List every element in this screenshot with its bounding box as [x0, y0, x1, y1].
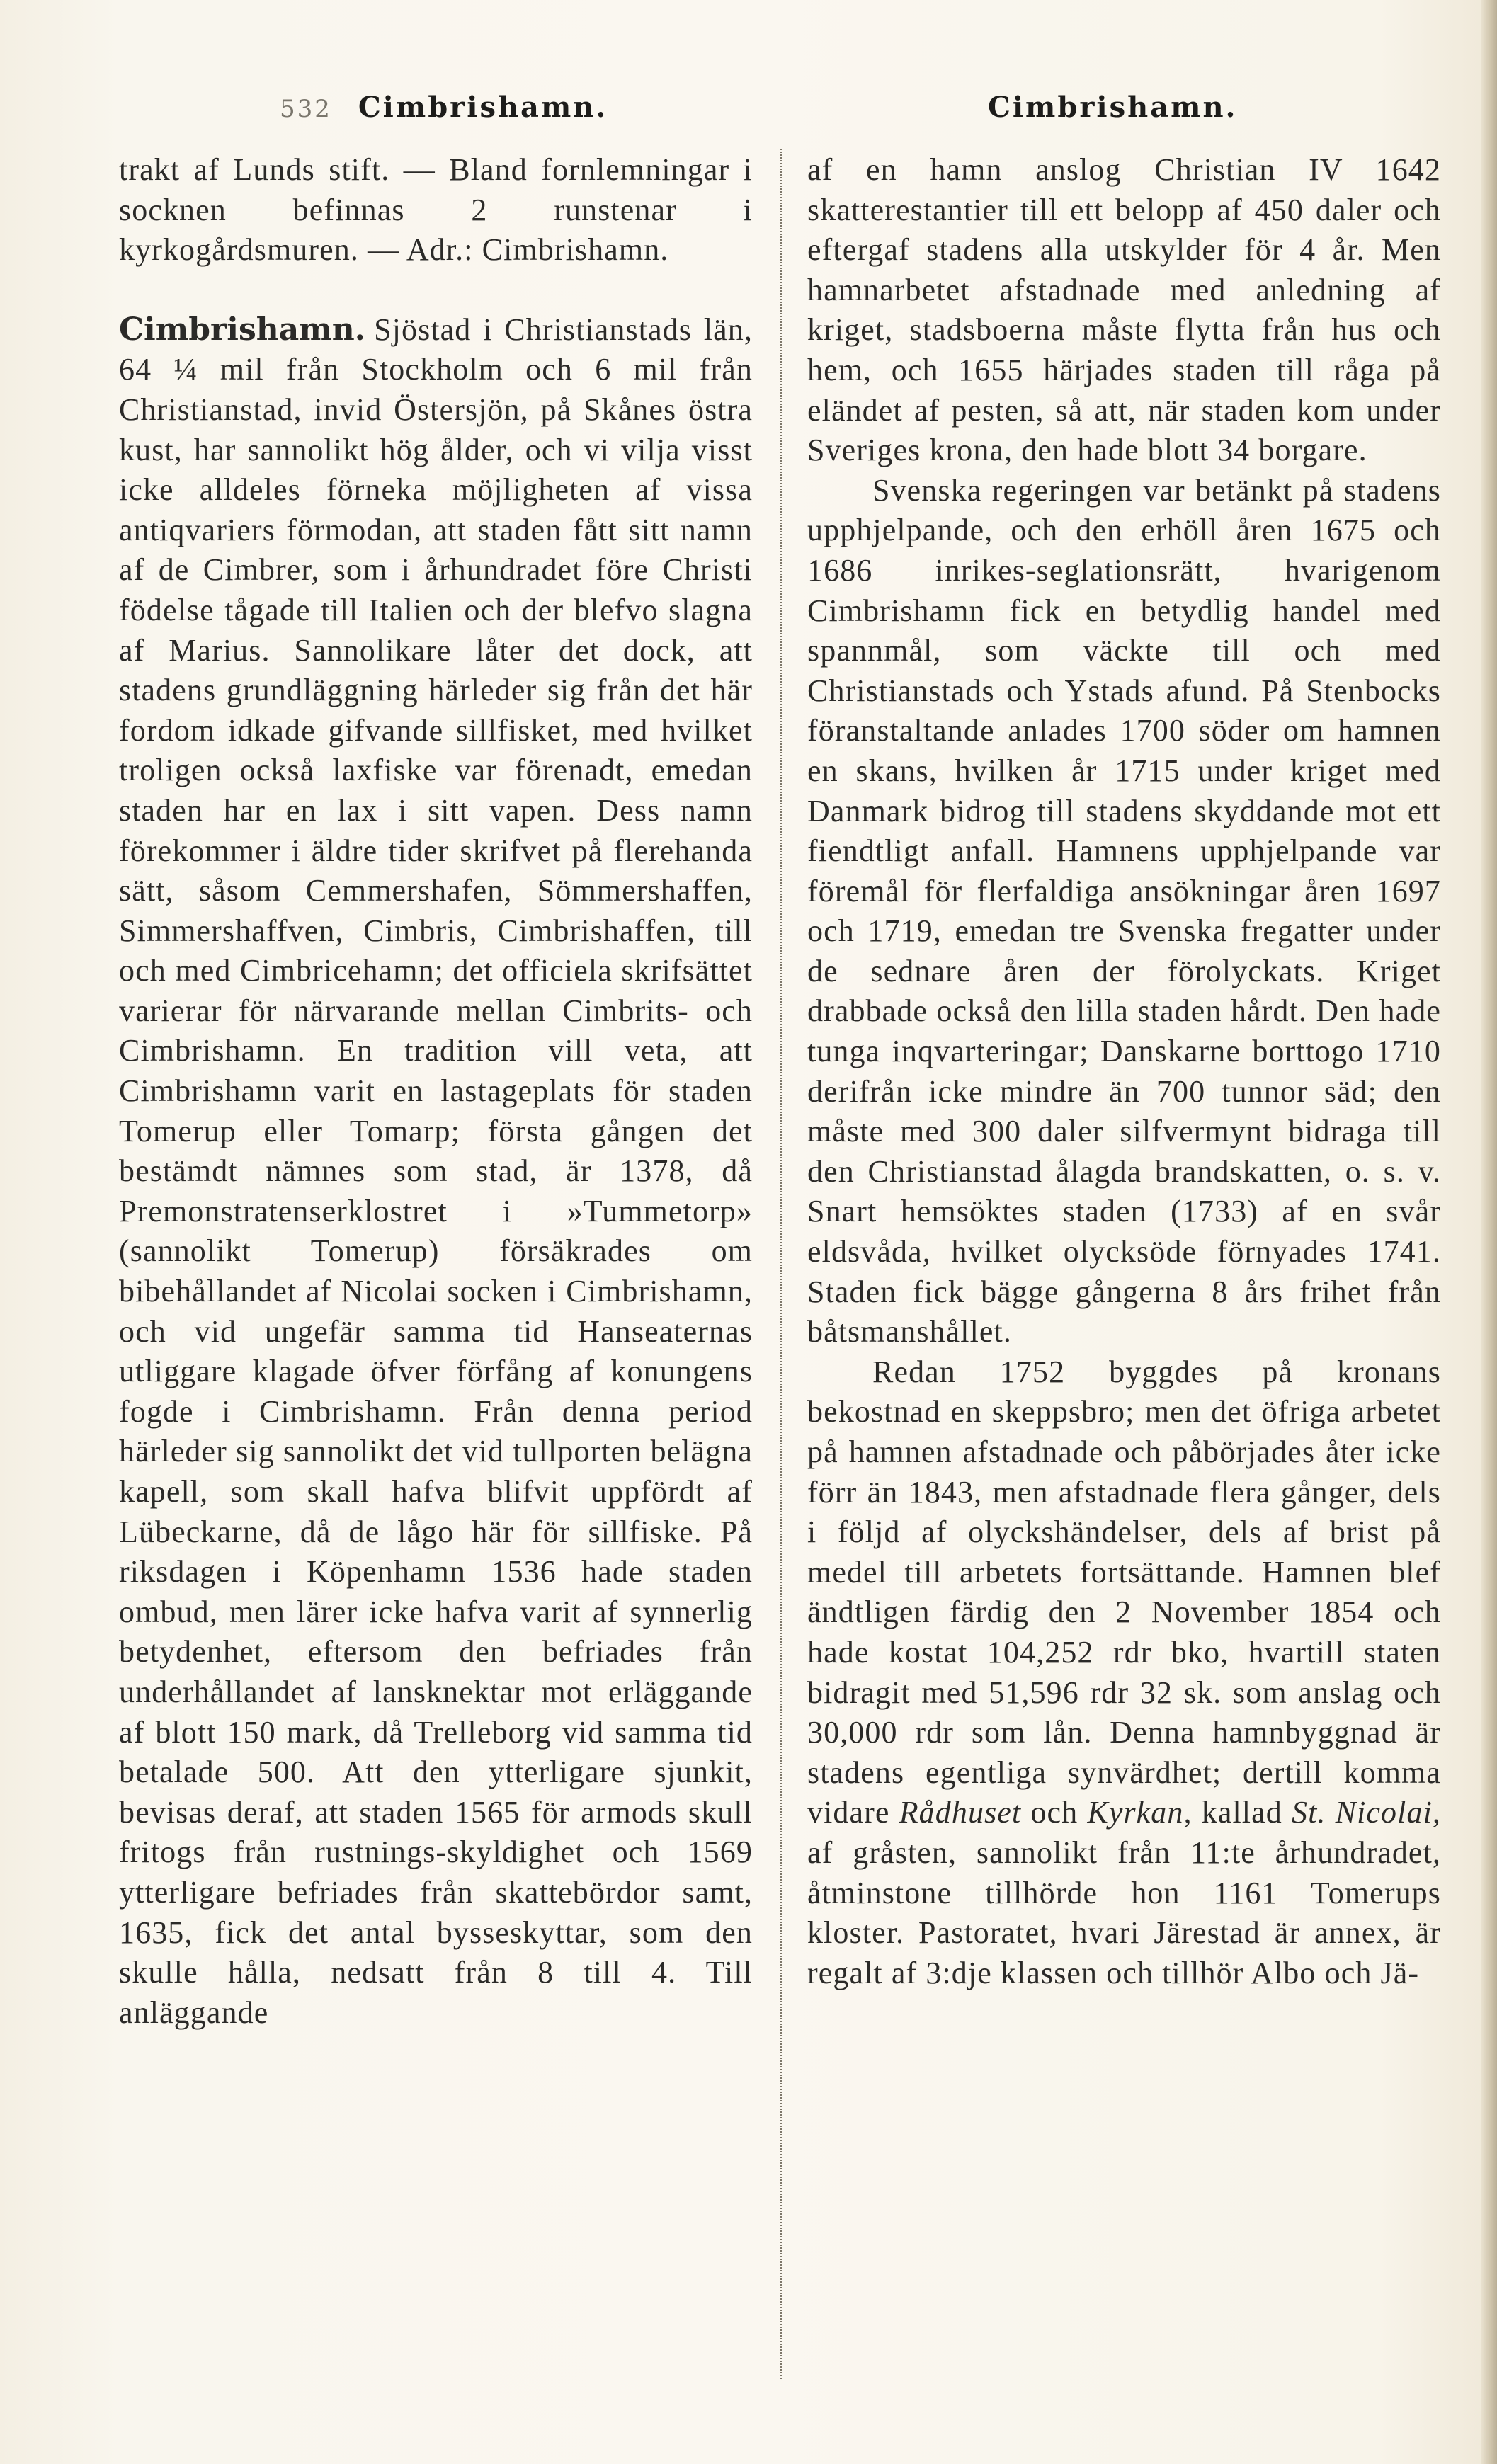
right-column [807, 150, 1441, 1993]
continuation-paragraph: trakt af Lunds stift. — Bland fornlemningar i socknen befinnas 2 runstenar i kyrkogårdsmuren. — Adr.: Cimbrishamn. [119, 152, 753, 268]
paragraph-1: af en hamn anslog Christian IV 1642 skatterestantier till ett belopp af 450 daler och eftergaf stadens alla utskylder för 4 år. Men hamnarbetet afstadnade med anledning af kriget, stadsboerna måste flytta från hus och hem, och 1655 härjades staden till råga på eländet af pesten, så att, när staden kom under Sveriges krona, den hade blott 34 borgare. [807, 152, 1441, 468]
running-head-left [280, 91, 608, 124]
page-edge [1481, 0, 1497, 2464]
paragraph-3 [807, 1352, 1441, 1994]
kyrkan-term: Kyrkan, [1087, 1795, 1193, 1830]
entry-paragraph [119, 310, 753, 2034]
left-column [119, 150, 753, 2033]
paragraph-3-text-1: Redan 1752 byggdes på kronans bekostnad en skeppsbro; men det öfriga arbetet på hamnen afstadnade och påbörjades åter icke förr än 1843, men afstadnade flera gånger, dels i följd af olyckshändelser, dels af brist på medel till arbetets fortsättande. Hamnen blef ändtligen färdig den 2 November 1854 och hade kostat 104,252 rdr bko, hvartill staten bidragit med 51,596 rdr 32 sk. som anslag och 30,000 rdr som lån. Denna hamnbyggnad är stadens egentliga synvärdhet; dertill komma vidare [807, 1354, 1441, 1830]
paragraph-3-text-4: af gråsten, sannolikt från 11:te århundradet, åtminstone tillhörde hon 1161 Tomerups kloster. Pastoratet, hvari Järestad är annex, är regalt af 3:dje klassen och tillhör Albo och Jä- [807, 1835, 1441, 1990]
page-number: 532 [280, 95, 332, 123]
column-divider [780, 149, 782, 2379]
paragraph-3-text-3: kallad [1201, 1795, 1282, 1830]
entry-text: Sjöstad i Christianstads län, 64 ¼ mil från Stockholm och 6 mil från Christianstad, invid Östersjön, på Skånes östra kust, har sannolikt hög ålder, och vi vilja visst icke alldeles förneka möjligheten af vissa antiqvariers förmodan, att staden fått sitt namn af de Cimbrer, som i århundradet före Christi födelse tågade till Italien och der blefvo slagna af Marius. Sannolikare låter det dock, att stadens grundläggning härleder sig från det här fordom idkade gifvande sillfisket, med hvilket troligen också laxfiske var förenadt, emedan staden har en lax i sitt vapen. Dess namn förekommer i äldre tider skrifvet på flerehanda sätt, såsom Cemmershafen, Sömmershaffen, Simmershaffven, Cimbris, Cimbrishaffen, till och med Cimbricehamn; det officiela skrifsättet varierar för närvarande mellan Cimbrits- och Cimbrishamn. En tradition vill veta, att Cimbrishamn varit en lastageplats för staden Tomerup eller Tomarp; första gången det bestämdt nämnes som stad, är 1378, då Premonstratenserklostret i »Tummetorp» (sannolikt Tomerup) försäkrades om bibehållandet af Nicolai socken i Cimbrishamn, och vid ungefär samma tid Hanseaternas utliggare klagade öfver förfång af konungens fogde i Cimbrishamn. Från denna period härleder sig sannolikt det vid tullporten belägna kapell, som skall hafva blifvit uppfördt af Lübeckarne, då de lågo här för sillfiske. På riksdagen i Köpenhamn 1536 hade staden ombud, men lärer icke hafva varit af synnerlig betydenhet, eftersom den befriades från underhållandet af lansknektar mot erläggande af blott 150 mark, då Trelleborg vid samma tid betalade 500. Att den ytterligare sjunkit, bevisas deraf, att staden 1565 för armods skull fritogs från rustnings-skyldighet och 1569 ytterligare befriades från skattebördor samt, 1635, fick det antal bysseskyttar, som den skulle hålla, nedsatt från 8 till 4. Till anläggande [119, 312, 753, 2030]
paragraph-2: Svenska regeringen var betänkt på stadens upphjelpande, och den erhöll åren 1675 och 1686 inrikes-seglationsrätt, hvarigenom Cimbrishamn fick en betydlig handel med spannmål, som väckte till och med Christianstads och Ystads afund. På Stenbocks föranstaltande anlades 1700 söder om hamnen en skans, hvilken år 1715 under kriget med Danmark bidrog till stadens skyddande mot ett fiendtligt anfall. Hamnens upphjelpande var föremål för flerfaldiga ansökningar åren 1697 och 1719, emedan tre Svenska fregatter under de sednare åren der förolyckats. Kriget drabbade också den lilla staden hårdt. Den hade tunga inqvarteringar; Danskarne borttogo 1710 derifrån icke mindre än 700 tunnor säd; den måste med 300 daler silfvermynt bidraga till den Christianstad ålagda brandskatten, o. s. v. Snart hemsöktes staden (1733) af en svår eldsvåda, hvilket olycksöde förnyades 1741. Staden fick bägge gångerna 8 års frihet från båtsmanshållet. [807, 472, 1441, 1350]
entry-gap [119, 270, 753, 310]
radhuset-term: Rådhuset [899, 1795, 1022, 1830]
running-head-right: Cimbrishamn. [988, 91, 1238, 124]
st-nicolai-term: St. Nicolai, [1292, 1795, 1442, 1830]
running-head-left-title: Cimbrishamn. [358, 91, 608, 124]
entry-title: Cimbrishamn. [119, 311, 366, 348]
paragraph-3-text-2: och [1030, 1795, 1078, 1830]
